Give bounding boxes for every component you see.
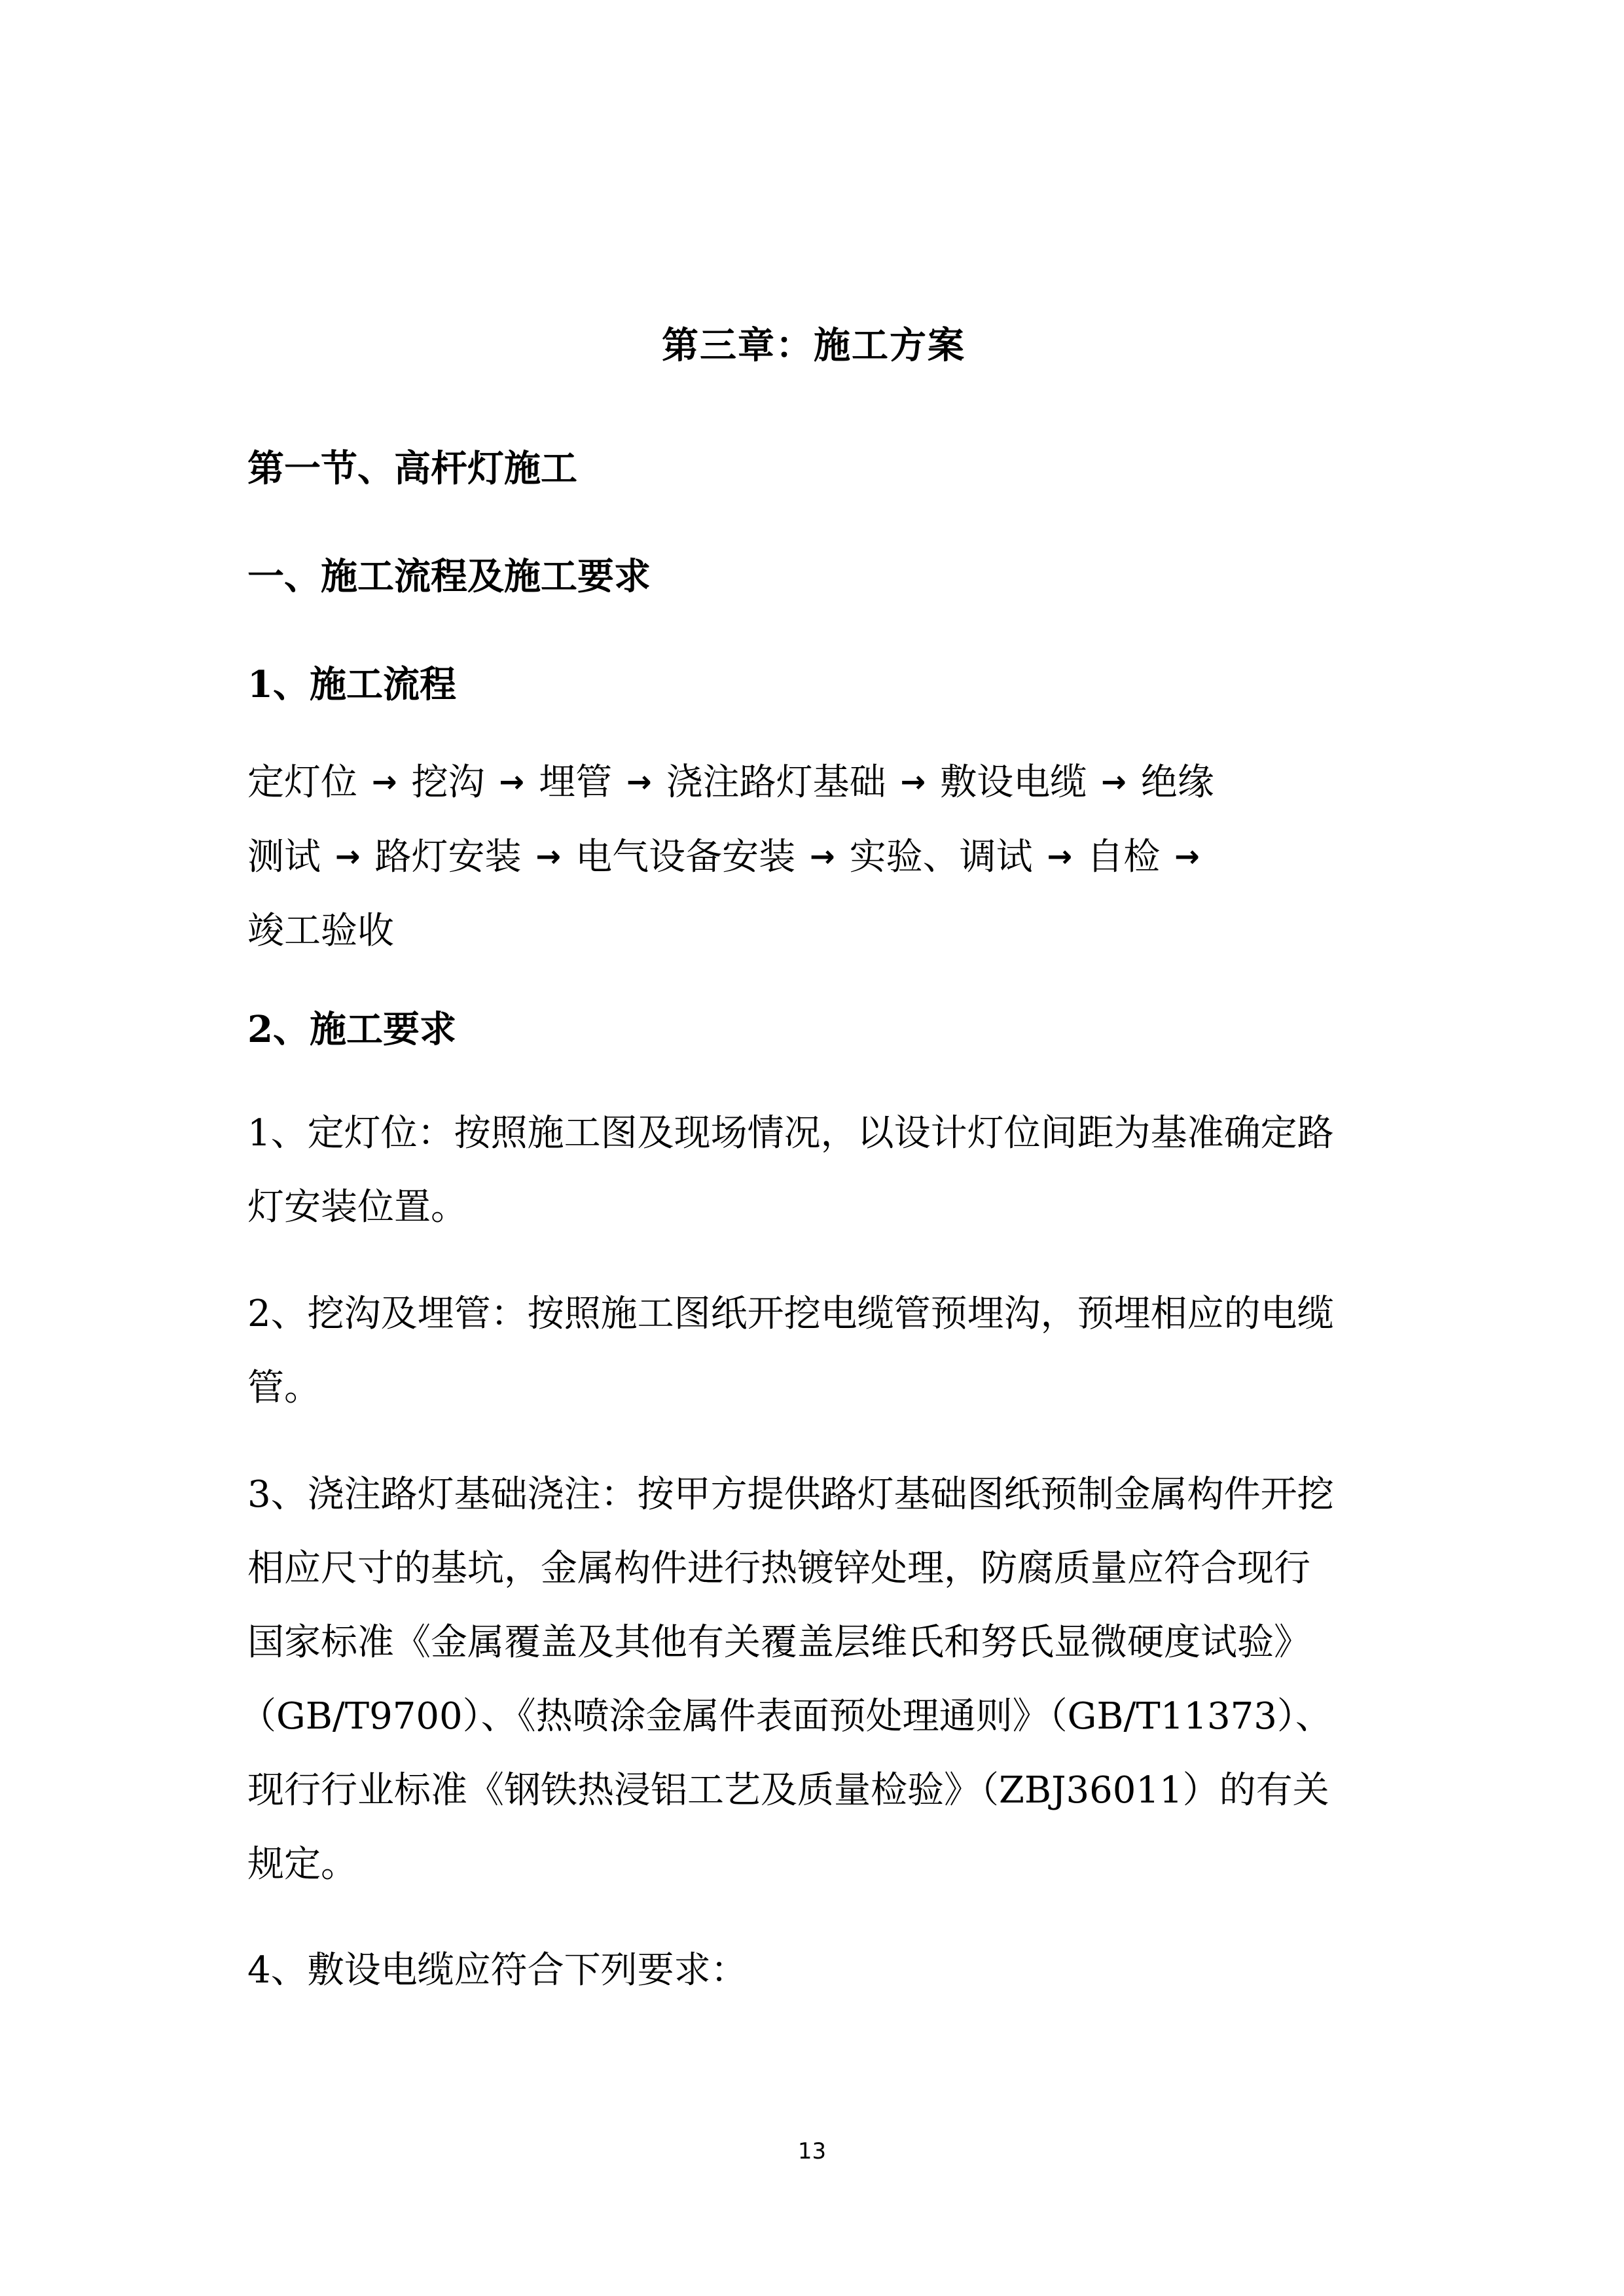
flow-step: 埋管: [539, 761, 613, 804]
text-line: 现行行业标准《钢铁热浸铝工艺及质量检验》（ZBJ36011）的有关: [247, 1769, 1329, 1812]
flow-step: 电气设备安装: [575, 836, 796, 878]
flow-step: 定灯位: [247, 761, 357, 804]
arrow-right-icon: →: [1047, 838, 1073, 874]
text-line: 灯安装位置。: [247, 1186, 467, 1229]
arrow-right-icon: →: [499, 764, 525, 799]
arrow-right-icon: →: [900, 764, 926, 799]
flow-step: 绝缘: [1140, 761, 1214, 804]
subsection-title: 一、施工流程及施工要求: [247, 555, 651, 598]
requirements-heading: 2、施工要求: [247, 1008, 456, 1051]
arrow-right-icon: →: [335, 838, 361, 874]
flow-line-1: [247, 745, 1380, 819]
flow-step: 浇注路灯基础: [666, 761, 886, 804]
arrow-right-icon: →: [1174, 838, 1200, 874]
requirement-item-1: [247, 1096, 1380, 1244]
text-line: 国家标准《金属覆盖及其他有关覆盖层维氏和努氏显微硬度试验》: [247, 1621, 1310, 1664]
flow-step: 自检: [1087, 836, 1161, 878]
requirement-item-3: [240, 1458, 1380, 1901]
flow-line-2: [247, 819, 1380, 894]
text-line: 1、定灯位：按照施工图及现场情况，以设计灯位间距为基准确定路: [247, 1112, 1334, 1155]
flow-step: 实验、调试: [849, 836, 1033, 878]
text-line: 4、敷设电缆应符合下列要求：: [247, 1949, 748, 1992]
text-line: 规定。: [247, 1843, 357, 1886]
requirement-item-2: [247, 1277, 1380, 1425]
text-line: 3、浇注路灯基础浇注：按甲方提供路灯基础图纸预制金属构件开挖: [247, 1473, 1334, 1516]
text-line: （GB/T9700）、《热喷涂金属件表面预处理通则》（GB/T11373）、: [240, 1695, 1332, 1738]
text-line: 2、挖沟及埋管：按照施工图纸开挖电缆管预埋沟，预埋相应的电缆: [247, 1293, 1334, 1335]
text-line: 管。: [247, 1367, 321, 1409]
chapter-title: 第三章：施工方案: [662, 324, 965, 367]
arrow-right-icon: →: [810, 838, 835, 874]
arrow-right-icon: →: [626, 764, 652, 799]
arrow-right-icon: →: [372, 764, 397, 799]
arrow-right-icon: →: [535, 838, 562, 874]
flow-line-3: [247, 894, 1380, 968]
flow-step: 挖沟: [411, 761, 485, 804]
flow-step: 竣工验收: [247, 910, 394, 952]
text-line: 相应尺寸的基坑，金属构件进行热镀锌处理，防腐质量应符合现行: [247, 1547, 1310, 1590]
flow-step: 路灯安装: [374, 836, 522, 878]
section-title: 第一节、高杆灯施工: [247, 447, 577, 490]
flow-step: 敷设电缆: [940, 761, 1087, 804]
arrow-right-icon: →: [1101, 764, 1127, 799]
flow-step: 测试: [247, 836, 321, 878]
flow-heading: 1、施工流程: [247, 663, 456, 706]
construction-flow: [247, 745, 1380, 968]
page-number: 13: [797, 2138, 827, 2164]
requirement-item-4: [247, 1933, 1380, 2007]
